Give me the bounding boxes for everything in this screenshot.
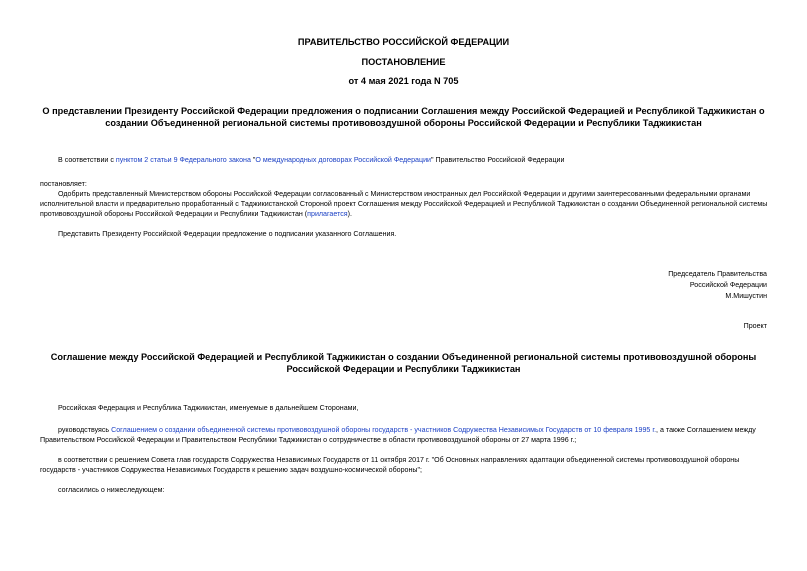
agreement-decision-line1: в соответствии с решением Совета глав государств Содружества Независимых Государств от 11 октября 2017 г. "Об Основных направлениях адаптации объединенной системы противовоздушной обороны <box>58 456 740 464</box>
signature-country: Российской Федерации <box>689 281 767 289</box>
decree-keyword: постановляет: <box>40 180 87 188</box>
agreement-agreed: согласились о нижеследующем: <box>58 486 165 494</box>
date-number-heading: от 4 мая 2021 года N 705 <box>348 76 459 86</box>
decree-paragraph1-line1: Одобрить представленный Министерством обороны Российской Федерации согласованный с Министерством иностранных дел Российской Федерации и другими заинтересованными федеральными органами <box>58 190 751 198</box>
agreement-title-line2: Российской Федерации и Республики Таджикистан <box>286 364 521 374</box>
signature-position: Председатель Правительства <box>668 270 767 278</box>
agreement-intro: Российская Федерация и Республика Таджикистан, именуемые в дальнейшем Сторонами, <box>58 404 359 412</box>
government-heading: ПРАВИТЕЛЬСТВО РОССИЙСКОЙ ФЕДЕРАЦИИ <box>297 37 510 47</box>
preamble <box>58 156 564 164</box>
agreement-title-line1: Соглашение между Российской Федерацией и Республикой Таджикистан о создании Объединенной региональной системы противовоздушной обороны <box>50 352 757 362</box>
decree-paragraph1-line3: противовоздушной обороны Российской Федерации и Республики Таджикистан (прилагается). <box>40 210 352 218</box>
preamble-quote: " <box>250 156 256 164</box>
international-treaties-law-link[interactable]: О международных договорах Российской Федерации <box>255 156 431 164</box>
cis-air-defense-agreement-link[interactable]: Соглашением о создании объединенной системы противовоздушной обороны государств - участников Содружества Независимых Государств от 10 февраля 1995 г. <box>111 426 657 434</box>
attached-link[interactable]: прилагается <box>307 210 348 218</box>
preamble-suffix: " Правительство Российской Федерации <box>431 156 565 164</box>
project-label: Проект <box>743 322 767 330</box>
decree-title-line1: О представлении Президенту Российской Федерации предложения о подписании Соглашения между Российской Федерацией и Республикой Таджикистан о <box>42 106 765 116</box>
decree-title-line2: создании Объединенной региональной системы противовоздушной обороны Российской Федерации и Республики Таджикистан <box>105 118 702 128</box>
agreement-guided-line1: руководствуясь Соглашением о создании объединенной системы противовоздушной обороны государств - участников Содружества Независимых Государств от 10 февраля 1995 г., а также Соглашением между <box>58 426 756 434</box>
doc-type-heading: ПОСТАНОВЛЕНИЕ <box>361 57 446 67</box>
agreement-guided-line2: Правительством Российской Федерации и Правительством Республики Таджикистан о сотрудничестве в области противовоздушной обороны от 27 марта 1996 г.; <box>40 436 577 444</box>
signature-name: М.Мишустин <box>725 292 767 300</box>
decree-paragraph1-line2: исполнительной власти и предварительно проработанный с Таджикистанской Стороной проект Соглашения между Российской Федерацией и Республикой Таджикистан о создании Объединенной региональной системы <box>40 200 768 208</box>
law-article-link[interactable]: пунктом 2 статьи 9 Федерального закона <box>115 156 251 164</box>
agreement-decision-line2: государств - участников Содружества Независимых Государств к решению задач воздушно-космической обороны"; <box>40 466 423 474</box>
decree-paragraph2: Представить Президенту Российской Федерации предложение о подписании указанного Соглашения. <box>58 230 397 238</box>
preamble-prefix: В соответствии с <box>58 156 116 164</box>
